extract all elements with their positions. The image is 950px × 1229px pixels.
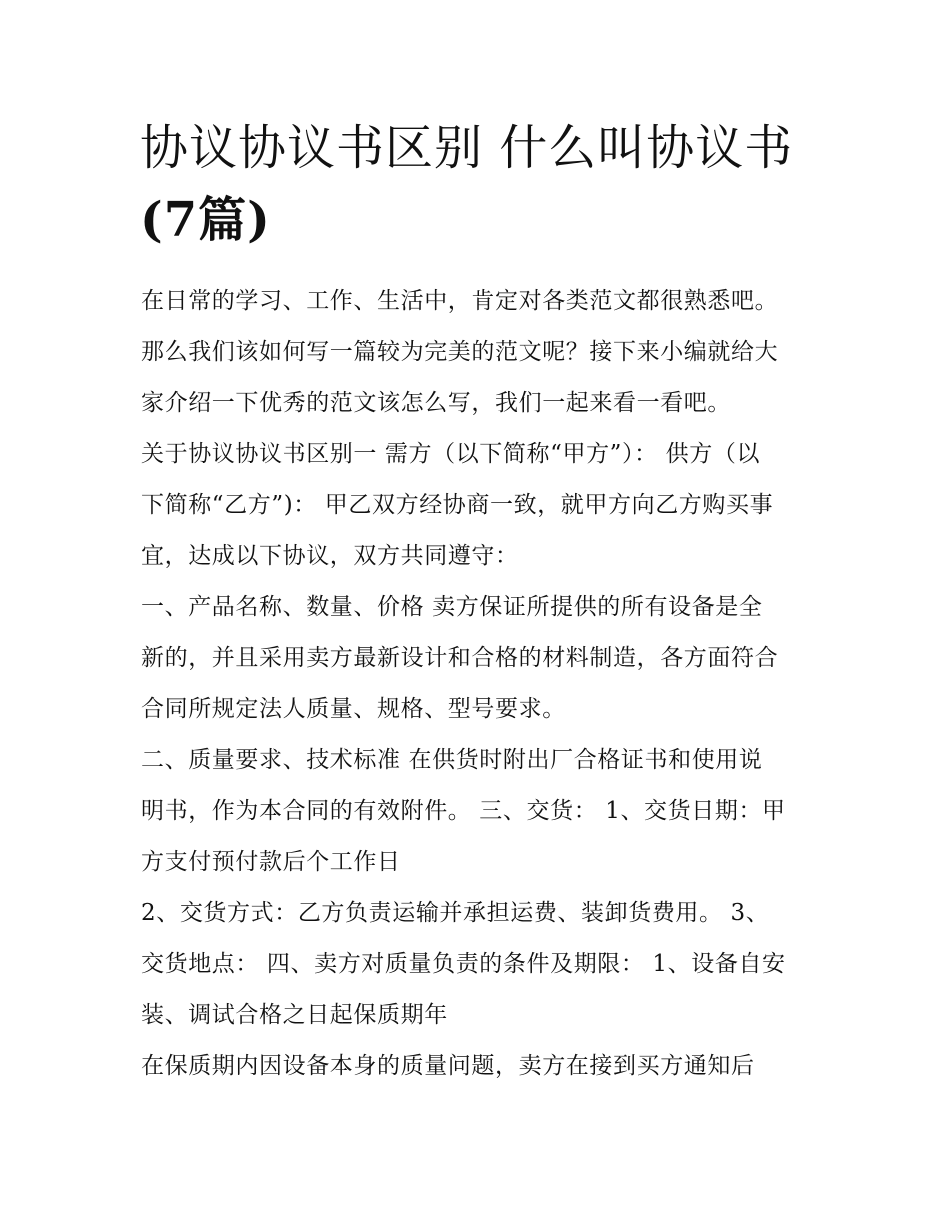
body-line-6: 宜，达成以下协议，双方共同遵守： [141,543,519,569]
body-line-7: 一、产品名称、数量、价格 卖方保证所提供的所有设备是全 [141,594,763,620]
body-line-10: 二、质量要求、技术标准 在供货时附出厂合格证书和使用说 [141,747,763,773]
body-line-2: 那么我们该如何写一篇较为完美的范文呢？接下来小编就给大 [141,339,779,365]
body-line-4: 关于协议协议书区别一 需方（以下简称“甲方”）： 供方（以 [141,441,761,467]
document-title [140,112,830,256]
body-line-16: 在保质期内因设备本身的质量问题，卖方在接到买方通知后 [141,1053,755,1079]
body-line-3: 家介绍一下优秀的范文该怎么写，我们一起来看一看吧。 [141,390,731,416]
body-line-9: 合同所规定法人质量、规格、型号要求。 [141,696,566,722]
body-line-11: 明书，作为本合同的有效附件。 三、交货： 1、交货日期：甲 [141,798,786,824]
body-line-5: 下简称“乙方”)： 甲乙双方经协商一致，就甲方向乙方购买事 [141,492,774,518]
body-line-12: 方支付预付款后个工作日 [141,849,401,875]
body-line-14: 交货地点： 四、卖方对质量负责的条件及期限： 1、设备自安 [141,951,786,977]
title-line-1: 协议协议书区别 什么叫协议书 [140,120,794,176]
body-line-1: 在日常的学习、工作、生活中，肯定对各类范文都很熟悉吧。 [141,288,779,314]
body-line-15: 装、调试合格之日起保质期年 [141,1002,448,1028]
body-line-13: 2、交货方式：乙方负责运输并承担运费、装卸货费用。 3、 [141,900,770,926]
title-line-2: (7篇) [140,192,271,248]
body-line-8: 新的，并且采用卖方最新设计和合格的材料制造，各方面符合 [141,645,779,671]
